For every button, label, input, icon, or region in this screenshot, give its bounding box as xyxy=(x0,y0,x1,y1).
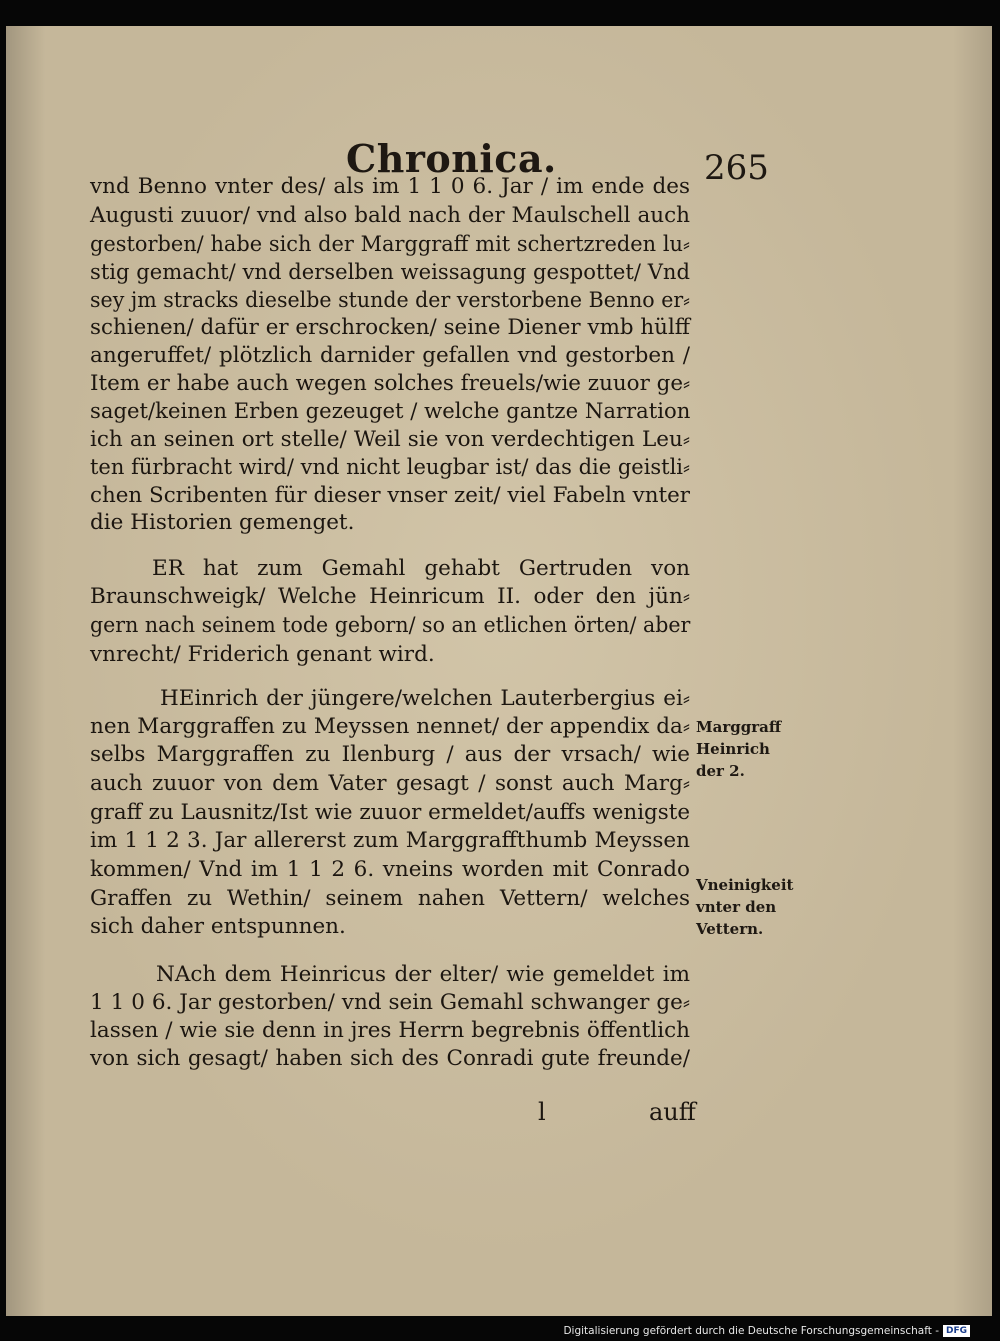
marginal-note-line: Vneinigkeit xyxy=(696,876,794,894)
text-line: Augusti zuuor/ vnd also bald nach der Maulschell auch xyxy=(90,203,690,228)
text-line: im 1 1 2 3. Jar allererst zum Marggraffthumb Meyssen xyxy=(90,828,690,853)
text-line: sey jm stracks dieselbe stunde der verstorbene Benno er⸗ xyxy=(90,288,691,313)
text-line: vnd Benno vnter des/ als im 1 1 0 6. Jar / im ende des xyxy=(90,174,690,199)
catchword: auff xyxy=(649,1098,696,1126)
text-line: kommen/ Vnd im 1 1 2 6. vneins worden mit Conrado xyxy=(90,857,690,882)
marginal-note-line: Heinrich xyxy=(696,740,770,758)
text-line: ich an seinen ort stelle/ Weil sie von verdechtigen Leu⸗ xyxy=(90,427,690,452)
text-line: von sich gesagt/ haben sich des Conradi gute freunde/ xyxy=(90,1046,690,1071)
text-line: graff zu Lausnitz/Ist wie zuuor ermeldet/auffs wenigste xyxy=(90,800,690,825)
marginal-note-line: Marggraff xyxy=(696,718,782,736)
text-line: stig gemacht/ vnd derselben weissagung gespottet/ Vnd xyxy=(90,260,691,285)
marginal-note-marggraff xyxy=(696,716,821,782)
text-line: die Historien gemenget. xyxy=(90,510,355,535)
text-line: sich daher entspunnen. xyxy=(90,914,346,939)
book-page xyxy=(6,26,992,1316)
dfg-logo: DFG xyxy=(943,1325,970,1337)
text-line: 1 1 0 6. Jar gestorben/ vnd sein Gemahl schwanger ge⸗ xyxy=(90,990,690,1015)
text-line: Graffen zu Wethin/ seinem nahen Vettern/ welches xyxy=(90,886,690,911)
running-title: Chronica. xyxy=(346,136,557,181)
text-line: ER hat zum Gemahl gehabt Gertruden von xyxy=(152,556,690,581)
text-line: chen Scribenten für dieser vnser zeit/ viel Fabeln vnter xyxy=(90,483,690,508)
text-line: gestorben/ habe sich der Marggraff mit schertzreden lu⸗ xyxy=(90,232,690,257)
dfg-credit-text: Digitalisierung gefördert durch die Deutsche Forschungsgemeinschaft - xyxy=(563,1325,939,1337)
text-line: auch zuuor von dem Vater gesagt / sonst auch Marg⸗ xyxy=(90,771,690,796)
text-line: ten fürbracht wird/ vnd nicht leugbar ist/ das die geistli⸗ xyxy=(90,455,690,480)
page-number: 265 xyxy=(704,148,769,188)
signature-mark: l xyxy=(538,1098,546,1126)
marginal-note-vneinigkeit xyxy=(696,874,821,940)
text-line: Braunschweigk/ Welche Heinricum II. oder den jün⸗ xyxy=(90,584,690,609)
text-line: selbs Marggraffen zu Ilenburg / aus der vrsach/ wie xyxy=(90,742,690,767)
text-line: lassen / wie sie denn in jres Herrn begrebnis öffentlich xyxy=(90,1018,690,1043)
text-line: schienen/ dafür er erschrocken/ seine Diener vmb hülff xyxy=(90,315,690,340)
marginal-note-line: der 2. xyxy=(696,762,745,780)
text-line: angeruffet/ plötzlich darnider gefallen vnd gestorben / xyxy=(90,343,690,368)
marginal-note-line: vnter den xyxy=(696,898,777,916)
text-line: vnrecht/ Friderich genant wird. xyxy=(90,642,435,667)
marginal-note-line: Vettern. xyxy=(696,920,764,938)
text-line: NAch dem Heinricus der elter/ wie gemeldet im xyxy=(156,962,690,987)
text-line: gern nach seinem tode geborn/ so an etlichen örten/ aber xyxy=(90,613,691,638)
text-line: Item er habe auch wegen solches freuels/wie zuuor ge⸗ xyxy=(90,371,691,396)
dfg-credit xyxy=(563,1325,970,1337)
text-line: HEinrich der jüngere/welchen Lauterbergius ei⸗ xyxy=(160,686,690,711)
text-line: nen Marggraffen zu Meyssen nennet/ der appendix da⸗ xyxy=(90,714,690,739)
text-line: saget/keinen Erben gezeuget / welche gantze Narration xyxy=(90,399,691,424)
